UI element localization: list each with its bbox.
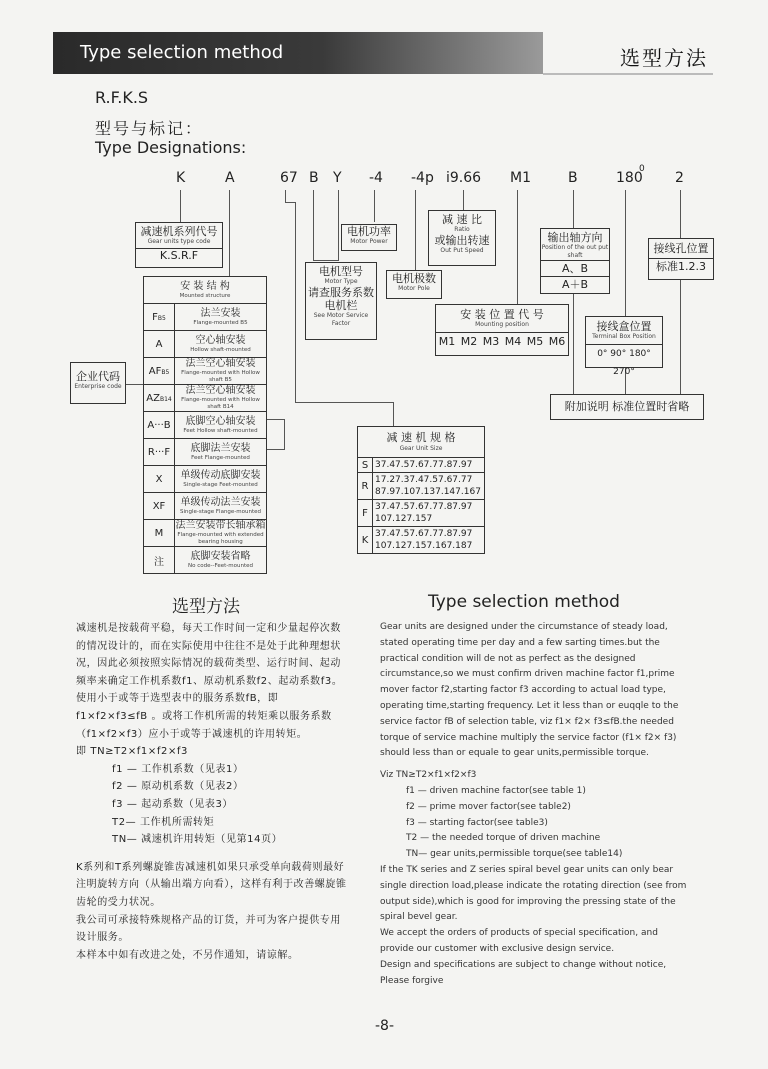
mount-desc-cell [175,304,267,331]
mount-structure-title: 安 装 结 构 [180,280,230,292]
code-size: 67 [280,170,298,186]
gear-series-letter: F [358,500,373,527]
mount-m6: M6 [548,335,566,348]
code-pole: -4p [411,170,434,186]
mount-structure-row [144,358,267,385]
mount-code: XF [152,500,166,512]
gear-size-values [373,458,485,473]
mount-structure-row [144,493,267,520]
gear-size-row [358,500,485,527]
additional-notes-value: 附加说明 标准位置时省略 [564,400,690,413]
en-section-title: Type selection method [428,592,620,612]
en-paragraph-3: We accept the orders of products of special specification, and provide our customer with exclusive design service. [380,928,658,954]
motor-column-label: 电机栏 [324,299,358,312]
motor-power-box [341,224,397,251]
gear-size-values [373,500,485,527]
code-ratio: i9.66 [446,170,482,186]
terminal-hole-label: 接线孔位置 [653,242,709,255]
series-code-label: 减速机系列代号 [140,225,218,238]
mount-code-cell [144,385,175,412]
mount-desc-cell [175,493,267,520]
mount-desc-cn: 空心轴安装 [195,334,246,346]
code-series: K [176,170,186,186]
mount-code-cell [144,412,175,439]
en-def-f3: f3 — starting factor(see table3) [406,817,548,828]
cn-paragraph-3: 我公司可承接特殊规格产品的订货，并可为客户提供专用设计服务。 [76,914,341,944]
mount-desc-cell [175,385,267,412]
output-speed-en: Out Put Speed [440,247,484,254]
motor-service-en: See Motor Service [313,312,369,319]
motor-type-en: Motor Type [324,278,358,285]
en-def-f2: f2 — prime mover factor(see table2) [406,801,571,812]
gear-size-line: 37.47.57.67.77.87.97 [375,529,473,539]
terminal-box-position-box [585,316,663,377]
mount-code-cell [144,358,175,385]
series-code-en: Gear units type code [147,238,211,245]
mount-desc-en: Feet Hollow shaft-mounted [183,427,258,434]
page-number: -8- [375,1018,395,1034]
mount-desc-en: Flange-mounted with extended bearing housing [177,532,264,545]
cn-def-f3: f3 — 起动系数（见表3） [112,798,234,810]
mount-structure-row [144,547,267,574]
gear-size-values [373,527,485,554]
series-code-box [135,222,223,268]
mount-code: A [155,338,163,350]
en-def-t2: T2 — the needed torque of driven machine [406,833,601,844]
cn-paragraph-2: K系列和T系列螺旋锥齿减速机如果只承受单向载荷则最好注明旋转方向（从输出端方向看），这样有利于改善螺旋锥齿轮的受力状况。 [76,861,347,908]
gear-size-header [358,427,485,458]
mount-code: F [152,311,158,323]
mount-structure-row [144,439,267,466]
output-shaft-en: Position of the out put shaft [541,244,609,259]
motor-power-en: Motor Power [350,238,388,245]
cn-def-tn: TN— 减速机许用转矩（见第14页） [112,834,283,846]
gear-size-line: 107.127.157 [375,514,433,524]
mount-code-cell [144,547,175,574]
series-label: R.F.K.S [95,88,149,107]
mount-desc-cell [175,547,267,574]
enterprise-code-box [70,362,126,404]
gear-size-row [358,527,485,554]
en-section-body [380,620,716,989]
code-mount: A [225,170,235,186]
mount-desc-cell [175,466,267,493]
gear-size-line: 107.127.157.167.187 [375,541,473,551]
cn-def-f2: f2 — 原动机系数（见表2） [112,781,244,793]
mount-desc-cn: 底脚安装省略 [190,550,251,562]
mount-desc-en: Flange-mounted B5 [193,319,248,326]
mounting-position-box [435,304,569,356]
output-shaft-box [540,228,610,294]
code-output-shaft: B [568,170,578,186]
gear-series-letter: K [358,527,373,554]
mounting-position-en: Mounting position [475,321,529,328]
ratio-box [428,210,496,266]
mounting-position-label: 安 装 位 置 代 号 [460,308,544,321]
mount-desc-cn: 单级传动法兰安装 [180,496,261,508]
mount-desc-cn: 底脚空心轴安装 [185,415,256,427]
mount-structure-row [144,385,267,412]
mount-desc-cn: 法兰安装 [200,307,241,319]
output-shaft-a-plus-b: A＋B [541,276,609,292]
gear-size-line: 37.47.57.67.77.87.97 [375,460,473,470]
cn-paragraph-4: 本样本中如有改进之处，不另作通知，请谅解。 [76,949,299,961]
ratio-en: Ratio [454,226,470,233]
enterprise-code-label: 企业代码 [76,370,120,383]
motor-type-box [305,262,377,340]
model-label-cn: 型号与标记： [95,119,204,138]
mount-desc-en: Hollow shaft-mounted [190,346,251,353]
mount-desc-en: Single-stage Feet-mounted [183,481,258,488]
motor-service-label: 请查服务系数 [308,286,374,299]
mount-code-sub: B5 [161,368,170,376]
en-def-f1: f1 — driven machine factor(see table 1) [406,785,586,796]
mount-desc-cn: 单级传动底脚安装 [180,469,261,481]
mount-code-cell [144,520,175,547]
mount-desc-cell [175,331,267,358]
mount-desc-cell [175,412,267,439]
mount-structure-row [144,412,267,439]
gear-size-title-en: Gear Unit Size [399,445,443,452]
mount-code: AZ [146,392,160,404]
mount-m4: M4 [504,335,522,348]
output-shaft-label: 输出轴方向 [547,231,603,244]
gear-size-line: 87.97.107.137.147.167 [375,487,481,497]
terminal-hole-box [648,238,714,280]
enterprise-code-en: Enterprise code [74,383,122,390]
mount-structure-row [144,466,267,493]
mount-structure-row [144,331,267,358]
mount-desc-cn: 底脚法兰安装 [190,442,251,454]
cn-formula: 即 TN≥T2×f1×f2×f3 [76,746,189,758]
gear-size-line: 37.47.57.67.77.87.97 [375,502,473,512]
mount-code: A···B [147,419,171,431]
code-power: -4 [369,170,383,186]
mount-code: X [155,473,163,485]
mount-code-sub: B5 [157,314,166,322]
mount-desc-cn: 法兰安装带长轴承箱 [175,520,266,531]
en-paragraph-1: Gear units are designed under the circumstance of steady load, stated operating time per day and a few sarting times.but the practical condition will de not as perfect as the designed circumstance,so we must confirm driven machine factor f1,prime mover factor f2,starting factor f3 according to actual load type, operating time,starting frequency. Let it less than or euqqle to the service factor fB of selection table, viz f1× f2× f3≤fB.the needed torque of service machine multiply the service factor (f1× f2× f3) should less than or equale to gear units,permissible torque. [380,622,679,759]
terminal-box-label: 接线盒位置 [596,320,652,333]
terminal-box-en: Terminal Box Position [592,333,656,340]
mount-code-sub: B14 [159,395,172,403]
code-motor-y: Y [333,170,342,186]
mount-code: R···F [147,446,171,458]
en-formula: Viz TN≥T2×f1×f2×f3 [380,770,477,781]
mount-desc-cell [175,358,267,385]
header-title-cn: 选型方法 [620,46,708,70]
mount-code-cell [144,466,175,493]
mount-desc-cell [175,520,267,547]
series-code-value: K.S.R.F [136,248,222,263]
mount-code: AF [148,365,162,377]
mount-m2: M2 [460,335,478,348]
gear-size-line: 17.27.37.47.57.67.77 [375,475,473,485]
mount-desc-en: Feet Flange-mounted [191,454,250,461]
mount-m1: M1 [438,335,456,348]
en-paragraph-2: If the TK series and Z series spiral bevel gear units can only bear single direction load,please indicate the rotating direction (see from output side),which is good for improving the pressing state of the spiral bevel gear. [380,864,687,923]
output-speed-label: 或输出转速 [434,234,490,247]
gear-series-letter: S [358,458,373,473]
additional-notes-box [550,394,704,420]
cn-section-title: 选型方法 [172,597,240,617]
ratio-label: 减 速 比 [442,213,482,226]
gear-size-table [357,426,485,554]
terminal-box-value: 0° 90° 180° 270° [586,344,662,381]
motor-type-label: 电机型号 [319,265,363,278]
mount-code-cell [144,304,175,331]
cn-def-f1: f1 — 工作机系数（见表1） [112,763,244,775]
mount-desc-cn: 法兰空心轴安装 [185,358,256,369]
mount-code-cell [144,493,175,520]
code-motor-type: B [309,170,319,186]
mount-structure-title-en: Mounted structure [179,292,231,299]
code-terminal-hole: 2 [675,170,684,186]
mount-m3: M3 [482,335,500,348]
mount-structure-row [144,520,267,547]
gear-size-row [358,473,485,500]
mount-structure-table [143,276,267,574]
motor-power-label: 电机功率 [347,225,391,238]
header-title-en: Type selection method [80,42,284,63]
mount-desc-en: Flange-mounted with Hollow shaft B5 [181,370,260,383]
gear-size-title: 减 速 机 规 格 [386,431,456,444]
en-paragraph-4: Design and specifications are subject to change without notice, Please forgive [380,959,667,986]
cn-paragraph-1: 减速机是按载荷平稳，每天工作时间一定和少量起停次数的情况设计的，而在实际使用中往往不是处于此种理想状况，因此必须按照实际情况的载荷类型、运行时间、起动频率来确定工作机系数f1、原动机系数f2、起动系数f3。使用小于或等于选型表中的服务系数fB，即 f1×f2×f3≤fB 。或将工作机所需的转矩乘以服务系数（f1×f2×f3）应小于或等于减速机的许用转矩。 [76,623,343,740]
mount-desc-cell [175,439,267,466]
mount-structure-header [144,277,267,304]
motor-pole-box [386,270,442,299]
motor-pole-en: Motor Pole [398,285,430,292]
mount-code-cell [144,331,175,358]
cn-def-t2: T2— 工作机所需转矩 [112,816,215,828]
motor-factor-en: Factor [331,320,351,327]
gear-size-values [373,473,485,500]
gear-series-letter: R [358,473,373,500]
mount-desc-en: Single-stage Flange-mounted [179,508,262,515]
en-def-tn: TN— gear units,permissible torque(see table14) [406,849,623,860]
mount-structure-row [144,304,267,331]
mount-desc-en: Flange-mounted with Hollow shaft B14 [181,397,260,410]
code-degree-mark: 0 [639,164,645,174]
mount-desc-en: No code--Feet-mounted [188,562,253,569]
mounting-position-values [436,332,568,351]
gear-size-row [358,458,485,473]
mount-code: M [154,527,164,539]
code-terminal-box: 180 [616,170,643,186]
terminal-hole-value: 标准1.2.3 [649,258,713,275]
mount-code-cell [144,439,175,466]
type-designations-label: Type Designations: [95,138,247,157]
cn-section-body [76,620,384,964]
motor-pole-label: 电机极数 [392,272,436,285]
code-mount-position: M1 [510,170,531,186]
mount-desc-cn: 法兰空心轴安装 [185,385,256,396]
mount-code: 注 [154,556,164,568]
output-shaft-ab: A、B [541,260,609,276]
mount-m5: M5 [526,335,544,348]
header-divider [543,73,713,75]
